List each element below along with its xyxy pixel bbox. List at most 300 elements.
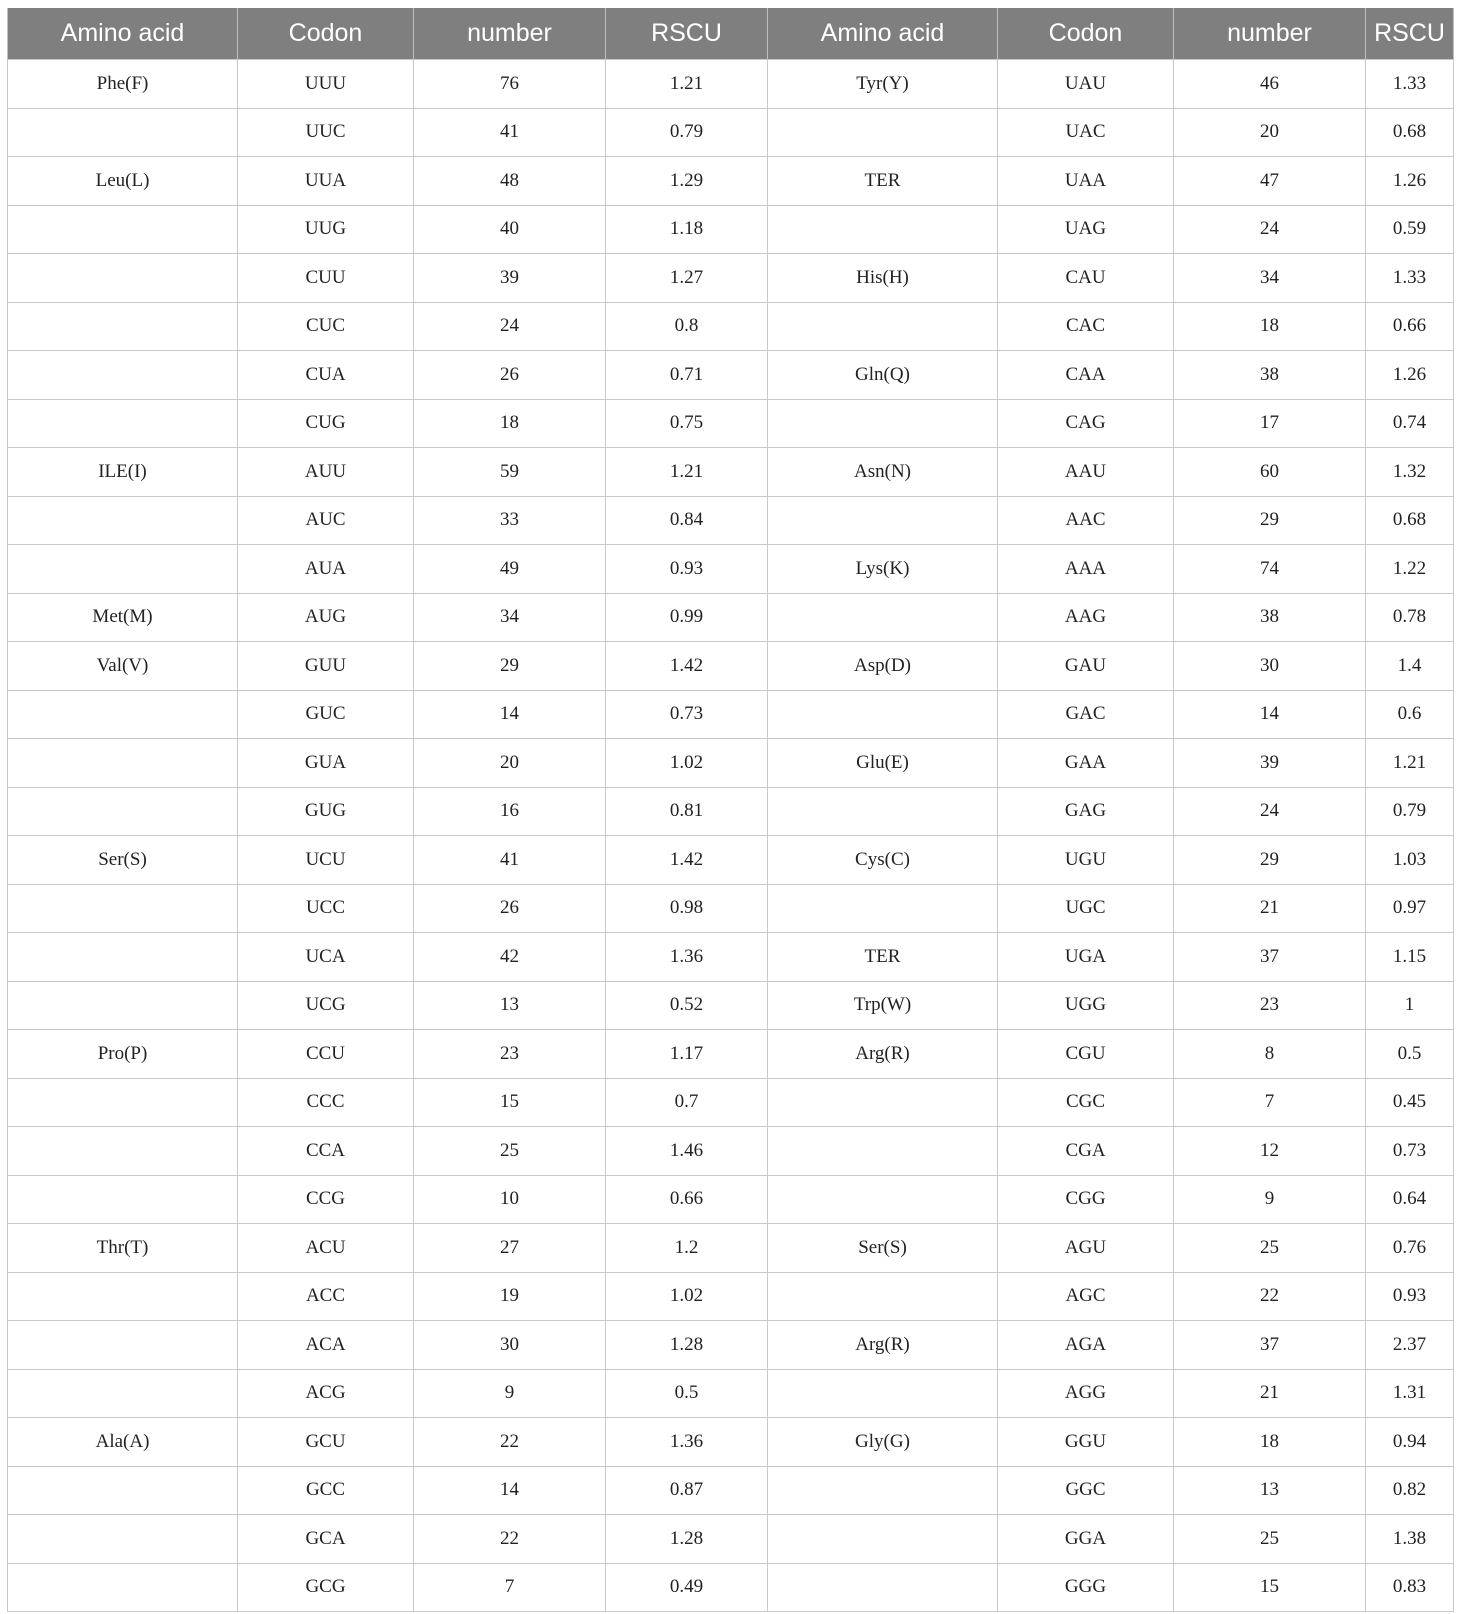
codon-right-cell: UAA bbox=[998, 157, 1174, 206]
codon-left-cell: UCC bbox=[238, 884, 414, 933]
table-row bbox=[8, 981, 1454, 1030]
codon-left-cell: ACU bbox=[238, 1224, 414, 1273]
codon-right-cell: CAU bbox=[998, 254, 1174, 303]
rscu-right-cell: 0.76 bbox=[1366, 1224, 1454, 1273]
number-left-cell: 20 bbox=[414, 739, 606, 788]
table-row bbox=[8, 1078, 1454, 1127]
number-left-cell: 39 bbox=[414, 254, 606, 303]
number-right-cell: 37 bbox=[1174, 933, 1366, 982]
rscu-left-cell: 0.84 bbox=[606, 496, 768, 545]
number-right-cell: 47 bbox=[1174, 157, 1366, 206]
codon-left-cell: CUU bbox=[238, 254, 414, 303]
number-right-cell: 21 bbox=[1174, 1369, 1366, 1418]
number-left-cell: 42 bbox=[414, 933, 606, 982]
amino-acid-left-cell bbox=[8, 1563, 238, 1612]
rscu-right-cell: 0.68 bbox=[1366, 108, 1454, 157]
rscu-left-cell: 0.98 bbox=[606, 884, 768, 933]
rscu-left-cell: 0.66 bbox=[606, 1175, 768, 1224]
table-row bbox=[8, 302, 1454, 351]
number-right-cell: 23 bbox=[1174, 981, 1366, 1030]
amino-acid-right-cell bbox=[768, 1127, 998, 1176]
number-right-cell: 30 bbox=[1174, 642, 1366, 691]
codon-usage-table bbox=[7, 8, 1454, 1612]
amino-acid-right-cell: Gly(G) bbox=[768, 1418, 998, 1467]
table-row bbox=[8, 642, 1454, 691]
number-right-cell: 21 bbox=[1174, 884, 1366, 933]
rscu-left-cell: 1.2 bbox=[606, 1224, 768, 1273]
rscu-left-cell: 1.36 bbox=[606, 1418, 768, 1467]
number-left-cell: 59 bbox=[414, 448, 606, 497]
codon-right-cell: UGA bbox=[998, 933, 1174, 982]
rscu-left-cell: 1.46 bbox=[606, 1127, 768, 1176]
amino-acid-right-cell: Cys(C) bbox=[768, 836, 998, 885]
amino-acid-left-cell bbox=[8, 1175, 238, 1224]
amino-acid-left-cell: Phe(F) bbox=[8, 60, 238, 109]
codon-left-cell: ACG bbox=[238, 1369, 414, 1418]
table-row bbox=[8, 1272, 1454, 1321]
codon-right-cell: GAC bbox=[998, 690, 1174, 739]
table-row bbox=[8, 1030, 1454, 1079]
codon-right-cell: CAC bbox=[998, 302, 1174, 351]
rscu-right-cell: 0.78 bbox=[1366, 593, 1454, 642]
amino-acid-right-cell: Arg(R) bbox=[768, 1321, 998, 1370]
amino-acid-left-cell bbox=[8, 1078, 238, 1127]
codon-left-cell: AUC bbox=[238, 496, 414, 545]
rscu-left-cell: 0.5 bbox=[606, 1369, 768, 1418]
amino-acid-right-cell bbox=[768, 1272, 998, 1321]
amino-acid-right-cell bbox=[768, 1175, 998, 1224]
number-left-cell: 40 bbox=[414, 205, 606, 254]
amino-acid-right-cell: Tyr(Y) bbox=[768, 60, 998, 109]
number-right-cell: 24 bbox=[1174, 205, 1366, 254]
amino-acid-left-cell bbox=[8, 496, 238, 545]
table-row bbox=[8, 787, 1454, 836]
amino-acid-left-cell: ILE(I) bbox=[8, 448, 238, 497]
number-left-cell: 23 bbox=[414, 1030, 606, 1079]
number-right-cell: 8 bbox=[1174, 1030, 1366, 1079]
amino-acid-left-cell bbox=[8, 884, 238, 933]
number-left-cell: 76 bbox=[414, 60, 606, 109]
rscu-right-cell: 0.97 bbox=[1366, 884, 1454, 933]
rscu-left-cell: 0.81 bbox=[606, 787, 768, 836]
codon-right-cell: UAC bbox=[998, 108, 1174, 157]
rscu-left-cell: 1.27 bbox=[606, 254, 768, 303]
amino-acid-right-cell bbox=[768, 1078, 998, 1127]
table-row bbox=[8, 933, 1454, 982]
number-left-cell: 14 bbox=[414, 690, 606, 739]
number-left-cell: 24 bbox=[414, 302, 606, 351]
codon-left-cell: CCU bbox=[238, 1030, 414, 1079]
codon-right-cell: GAG bbox=[998, 787, 1174, 836]
number-left-cell: 15 bbox=[414, 1078, 606, 1127]
table-body bbox=[8, 60, 1454, 1612]
rscu-right-cell: 0.45 bbox=[1366, 1078, 1454, 1127]
number-left-cell: 26 bbox=[414, 351, 606, 400]
rscu-right-cell: 0.93 bbox=[1366, 1272, 1454, 1321]
amino-acid-left-cell: Ala(A) bbox=[8, 1418, 238, 1467]
number-left-cell: 25 bbox=[414, 1127, 606, 1176]
rscu-right-cell: 0.74 bbox=[1366, 399, 1454, 448]
codon-left-cell: UCG bbox=[238, 981, 414, 1030]
amino-acid-right-cell bbox=[768, 399, 998, 448]
header-number-right: number bbox=[1174, 8, 1366, 60]
rscu-left-cell: 0.7 bbox=[606, 1078, 768, 1127]
rscu-left-cell: 0.99 bbox=[606, 593, 768, 642]
number-right-cell: 39 bbox=[1174, 739, 1366, 788]
codon-right-cell: UAG bbox=[998, 205, 1174, 254]
table-row bbox=[8, 1466, 1454, 1515]
amino-acid-right-cell: His(H) bbox=[768, 254, 998, 303]
table-row bbox=[8, 593, 1454, 642]
number-right-cell: 20 bbox=[1174, 108, 1366, 157]
codon-left-cell: UUU bbox=[238, 60, 414, 109]
amino-acid-right-cell bbox=[768, 1466, 998, 1515]
rscu-left-cell: 0.79 bbox=[606, 108, 768, 157]
number-left-cell: 14 bbox=[414, 1466, 606, 1515]
rscu-right-cell: 1 bbox=[1366, 981, 1454, 1030]
codon-right-cell: GGU bbox=[998, 1418, 1174, 1467]
number-right-cell: 60 bbox=[1174, 448, 1366, 497]
number-left-cell: 9 bbox=[414, 1369, 606, 1418]
number-right-cell: 13 bbox=[1174, 1466, 1366, 1515]
codon-right-cell: GGC bbox=[998, 1466, 1174, 1515]
number-right-cell: 9 bbox=[1174, 1175, 1366, 1224]
rscu-right-cell: 0.68 bbox=[1366, 496, 1454, 545]
number-left-cell: 18 bbox=[414, 399, 606, 448]
amino-acid-right-cell: Trp(W) bbox=[768, 981, 998, 1030]
number-right-cell: 74 bbox=[1174, 545, 1366, 594]
codon-left-cell: AUG bbox=[238, 593, 414, 642]
rscu-left-cell: 1.02 bbox=[606, 739, 768, 788]
amino-acid-right-cell: Arg(R) bbox=[768, 1030, 998, 1079]
number-left-cell: 33 bbox=[414, 496, 606, 545]
codon-right-cell: CGU bbox=[998, 1030, 1174, 1079]
codon-left-cell: CUC bbox=[238, 302, 414, 351]
number-left-cell: 26 bbox=[414, 884, 606, 933]
number-right-cell: 24 bbox=[1174, 787, 1366, 836]
number-left-cell: 29 bbox=[414, 642, 606, 691]
codon-left-cell: UUA bbox=[238, 157, 414, 206]
table-row bbox=[8, 1175, 1454, 1224]
amino-acid-left-cell: Thr(T) bbox=[8, 1224, 238, 1273]
table-row bbox=[8, 1369, 1454, 1418]
rscu-left-cell: 0.49 bbox=[606, 1563, 768, 1612]
codon-right-cell: CAA bbox=[998, 351, 1174, 400]
amino-acid-left-cell bbox=[8, 302, 238, 351]
amino-acid-right-cell: TER bbox=[768, 157, 998, 206]
codon-left-cell: GCG bbox=[238, 1563, 414, 1612]
codon-left-cell: GUC bbox=[238, 690, 414, 739]
number-left-cell: 48 bbox=[414, 157, 606, 206]
rscu-right-cell: 1.15 bbox=[1366, 933, 1454, 982]
rscu-right-cell: 0.83 bbox=[1366, 1563, 1454, 1612]
table-row bbox=[8, 1224, 1454, 1273]
rscu-left-cell: 1.18 bbox=[606, 205, 768, 254]
number-left-cell: 41 bbox=[414, 836, 606, 885]
number-left-cell: 49 bbox=[414, 545, 606, 594]
rscu-left-cell: 1.29 bbox=[606, 157, 768, 206]
table-row bbox=[8, 399, 1454, 448]
amino-acid-right-cell bbox=[768, 884, 998, 933]
header-codon-left: Codon bbox=[238, 8, 414, 60]
rscu-right-cell: 2.37 bbox=[1366, 1321, 1454, 1370]
table-row bbox=[8, 157, 1454, 206]
codon-right-cell: CGG bbox=[998, 1175, 1174, 1224]
number-right-cell: 34 bbox=[1174, 254, 1366, 303]
rscu-left-cell: 1.02 bbox=[606, 1272, 768, 1321]
rscu-right-cell: 0.73 bbox=[1366, 1127, 1454, 1176]
number-right-cell: 15 bbox=[1174, 1563, 1366, 1612]
amino-acid-right-cell: Lys(K) bbox=[768, 545, 998, 594]
codon-left-cell: CUA bbox=[238, 351, 414, 400]
number-left-cell: 22 bbox=[414, 1418, 606, 1467]
rscu-right-cell: 1.32 bbox=[1366, 448, 1454, 497]
codon-right-cell: UGC bbox=[998, 884, 1174, 933]
amino-acid-left-cell: Ser(S) bbox=[8, 836, 238, 885]
amino-acid-right-cell bbox=[768, 496, 998, 545]
header-amino-acid-left: Amino acid bbox=[8, 8, 238, 60]
rscu-left-cell: 0.87 bbox=[606, 1466, 768, 1515]
header-amino-acid-right: Amino acid bbox=[768, 8, 998, 60]
number-left-cell: 10 bbox=[414, 1175, 606, 1224]
amino-acid-left-cell bbox=[8, 981, 238, 1030]
amino-acid-right-cell bbox=[768, 690, 998, 739]
codon-left-cell: GCC bbox=[238, 1466, 414, 1515]
rscu-right-cell: 0.59 bbox=[1366, 205, 1454, 254]
number-left-cell: 34 bbox=[414, 593, 606, 642]
amino-acid-left-cell bbox=[8, 739, 238, 788]
codon-left-cell: UCU bbox=[238, 836, 414, 885]
codon-right-cell: CAG bbox=[998, 399, 1174, 448]
rscu-left-cell: 0.75 bbox=[606, 399, 768, 448]
codon-left-cell: CUG bbox=[238, 399, 414, 448]
rscu-right-cell: 1.4 bbox=[1366, 642, 1454, 691]
rscu-right-cell: 0.94 bbox=[1366, 1418, 1454, 1467]
rscu-left-cell: 1.17 bbox=[606, 1030, 768, 1079]
rscu-right-cell: 1.26 bbox=[1366, 157, 1454, 206]
amino-acid-left-cell bbox=[8, 1127, 238, 1176]
table-row bbox=[8, 690, 1454, 739]
rscu-right-cell: 1.03 bbox=[1366, 836, 1454, 885]
amino-acid-left-cell bbox=[8, 1272, 238, 1321]
codon-left-cell: GUU bbox=[238, 642, 414, 691]
table-row bbox=[8, 836, 1454, 885]
number-right-cell: 17 bbox=[1174, 399, 1366, 448]
amino-acid-right-cell: Ser(S) bbox=[768, 1224, 998, 1273]
codon-left-cell: AUU bbox=[238, 448, 414, 497]
table-row bbox=[8, 108, 1454, 157]
codon-right-cell: AGG bbox=[998, 1369, 1174, 1418]
amino-acid-right-cell: Asp(D) bbox=[768, 642, 998, 691]
amino-acid-right-cell bbox=[768, 302, 998, 351]
codon-left-cell: GUA bbox=[238, 739, 414, 788]
number-right-cell: 22 bbox=[1174, 1272, 1366, 1321]
amino-acid-right-cell: Asn(N) bbox=[768, 448, 998, 497]
amino-acid-right-cell: Gln(Q) bbox=[768, 351, 998, 400]
codon-left-cell: CCC bbox=[238, 1078, 414, 1127]
table-row bbox=[8, 254, 1454, 303]
amino-acid-left-cell bbox=[8, 933, 238, 982]
amino-acid-left-cell bbox=[8, 545, 238, 594]
number-right-cell: 25 bbox=[1174, 1224, 1366, 1273]
number-left-cell: 41 bbox=[414, 108, 606, 157]
amino-acid-right-cell: TER bbox=[768, 933, 998, 982]
rscu-left-cell: 1.36 bbox=[606, 933, 768, 982]
codon-right-cell: CGA bbox=[998, 1127, 1174, 1176]
rscu-right-cell: 0.66 bbox=[1366, 302, 1454, 351]
number-left-cell: 7 bbox=[414, 1563, 606, 1612]
amino-acid-left-cell: Pro(P) bbox=[8, 1030, 238, 1079]
codon-right-cell: AAA bbox=[998, 545, 1174, 594]
amino-acid-left-cell bbox=[8, 254, 238, 303]
codon-left-cell: ACA bbox=[238, 1321, 414, 1370]
amino-acid-right-cell bbox=[768, 1369, 998, 1418]
rscu-right-cell: 1.33 bbox=[1366, 254, 1454, 303]
number-right-cell: 37 bbox=[1174, 1321, 1366, 1370]
header-number-left: number bbox=[414, 8, 606, 60]
number-right-cell: 12 bbox=[1174, 1127, 1366, 1176]
codon-right-cell: AGA bbox=[998, 1321, 1174, 1370]
table-row bbox=[8, 496, 1454, 545]
amino-acid-right-cell bbox=[768, 593, 998, 642]
rscu-right-cell: 0.79 bbox=[1366, 787, 1454, 836]
number-right-cell: 38 bbox=[1174, 593, 1366, 642]
codon-usage-table-container bbox=[7, 8, 1453, 1612]
codon-left-cell: CCG bbox=[238, 1175, 414, 1224]
header-rscu-left: RSCU bbox=[606, 8, 768, 60]
header-codon-right: Codon bbox=[998, 8, 1174, 60]
amino-acid-left-cell bbox=[8, 108, 238, 157]
amino-acid-left-cell: Leu(L) bbox=[8, 157, 238, 206]
amino-acid-left-cell bbox=[8, 1466, 238, 1515]
rscu-left-cell: 0.52 bbox=[606, 981, 768, 1030]
number-left-cell: 27 bbox=[414, 1224, 606, 1273]
amino-acid-left-cell bbox=[8, 1369, 238, 1418]
table-row bbox=[8, 884, 1454, 933]
rscu-left-cell: 1.21 bbox=[606, 60, 768, 109]
rscu-right-cell: 1.31 bbox=[1366, 1369, 1454, 1418]
number-right-cell: 38 bbox=[1174, 351, 1366, 400]
rscu-right-cell: 0.64 bbox=[1366, 1175, 1454, 1224]
codon-right-cell: AAU bbox=[998, 448, 1174, 497]
codon-right-cell: UAU bbox=[998, 60, 1174, 109]
table-header bbox=[8, 8, 1454, 60]
codon-right-cell: AAG bbox=[998, 593, 1174, 642]
table-row bbox=[8, 205, 1454, 254]
table-row bbox=[8, 545, 1454, 594]
rscu-left-cell: 1.42 bbox=[606, 642, 768, 691]
table-row bbox=[8, 1321, 1454, 1370]
rscu-left-cell: 1.28 bbox=[606, 1515, 768, 1564]
rscu-right-cell: 0.6 bbox=[1366, 690, 1454, 739]
rscu-right-cell: 1.26 bbox=[1366, 351, 1454, 400]
codon-left-cell: AUA bbox=[238, 545, 414, 594]
amino-acid-left-cell bbox=[8, 787, 238, 836]
amino-acid-right-cell bbox=[768, 205, 998, 254]
codon-right-cell: AAC bbox=[998, 496, 1174, 545]
amino-acid-left-cell bbox=[8, 1321, 238, 1370]
number-right-cell: 25 bbox=[1174, 1515, 1366, 1564]
rscu-right-cell: 1.38 bbox=[1366, 1515, 1454, 1564]
amino-acid-right-cell bbox=[768, 1515, 998, 1564]
codon-right-cell: AGU bbox=[998, 1224, 1174, 1273]
table-row bbox=[8, 448, 1454, 497]
number-left-cell: 19 bbox=[414, 1272, 606, 1321]
amino-acid-left-cell bbox=[8, 351, 238, 400]
codon-left-cell: UCA bbox=[238, 933, 414, 982]
number-left-cell: 22 bbox=[414, 1515, 606, 1564]
amino-acid-right-cell bbox=[768, 108, 998, 157]
amino-acid-right-cell bbox=[768, 787, 998, 836]
amino-acid-left-cell bbox=[8, 399, 238, 448]
amino-acid-left-cell bbox=[8, 690, 238, 739]
number-right-cell: 14 bbox=[1174, 690, 1366, 739]
codon-right-cell: GGA bbox=[998, 1515, 1174, 1564]
codon-right-cell: AGC bbox=[998, 1272, 1174, 1321]
rscu-left-cell: 1.28 bbox=[606, 1321, 768, 1370]
number-left-cell: 13 bbox=[414, 981, 606, 1030]
rscu-left-cell: 0.71 bbox=[606, 351, 768, 400]
number-left-cell: 30 bbox=[414, 1321, 606, 1370]
codon-left-cell: GUG bbox=[238, 787, 414, 836]
number-right-cell: 18 bbox=[1174, 302, 1366, 351]
codon-left-cell: GCU bbox=[238, 1418, 414, 1467]
codon-right-cell: GAA bbox=[998, 739, 1174, 788]
number-right-cell: 18 bbox=[1174, 1418, 1366, 1467]
amino-acid-left-cell bbox=[8, 205, 238, 254]
amino-acid-right-cell bbox=[768, 1563, 998, 1612]
number-right-cell: 29 bbox=[1174, 836, 1366, 885]
rscu-right-cell: 0.5 bbox=[1366, 1030, 1454, 1079]
number-right-cell: 7 bbox=[1174, 1078, 1366, 1127]
number-right-cell: 46 bbox=[1174, 60, 1366, 109]
table-row bbox=[8, 60, 1454, 109]
amino-acid-left-cell: Met(M) bbox=[8, 593, 238, 642]
rscu-left-cell: 0.93 bbox=[606, 545, 768, 594]
rscu-left-cell: 0.8 bbox=[606, 302, 768, 351]
codon-left-cell: UUC bbox=[238, 108, 414, 157]
table-row bbox=[8, 1418, 1454, 1467]
codon-right-cell: UGU bbox=[998, 836, 1174, 885]
table-row bbox=[8, 351, 1454, 400]
codon-right-cell: GAU bbox=[998, 642, 1174, 691]
codon-left-cell: ACC bbox=[238, 1272, 414, 1321]
header-row bbox=[8, 8, 1454, 60]
codon-left-cell: UUG bbox=[238, 205, 414, 254]
codon-right-cell: GGG bbox=[998, 1563, 1174, 1612]
rscu-right-cell: 0.82 bbox=[1366, 1466, 1454, 1515]
rscu-right-cell: 1.22 bbox=[1366, 545, 1454, 594]
amino-acid-left-cell bbox=[8, 1515, 238, 1564]
rscu-left-cell: 0.73 bbox=[606, 690, 768, 739]
table-row bbox=[8, 1563, 1454, 1612]
table-row bbox=[8, 1127, 1454, 1176]
codon-left-cell: GCA bbox=[238, 1515, 414, 1564]
amino-acid-right-cell: Glu(E) bbox=[768, 739, 998, 788]
amino-acid-left-cell: Val(V) bbox=[8, 642, 238, 691]
number-left-cell: 16 bbox=[414, 787, 606, 836]
rscu-left-cell: 1.21 bbox=[606, 448, 768, 497]
codon-right-cell: UGG bbox=[998, 981, 1174, 1030]
table-row bbox=[8, 739, 1454, 788]
table-row bbox=[8, 1515, 1454, 1564]
number-right-cell: 29 bbox=[1174, 496, 1366, 545]
rscu-right-cell: 1.33 bbox=[1366, 60, 1454, 109]
rscu-left-cell: 1.42 bbox=[606, 836, 768, 885]
rscu-right-cell: 1.21 bbox=[1366, 739, 1454, 788]
header-rscu-right: RSCU bbox=[1366, 8, 1454, 60]
codon-left-cell: CCA bbox=[238, 1127, 414, 1176]
